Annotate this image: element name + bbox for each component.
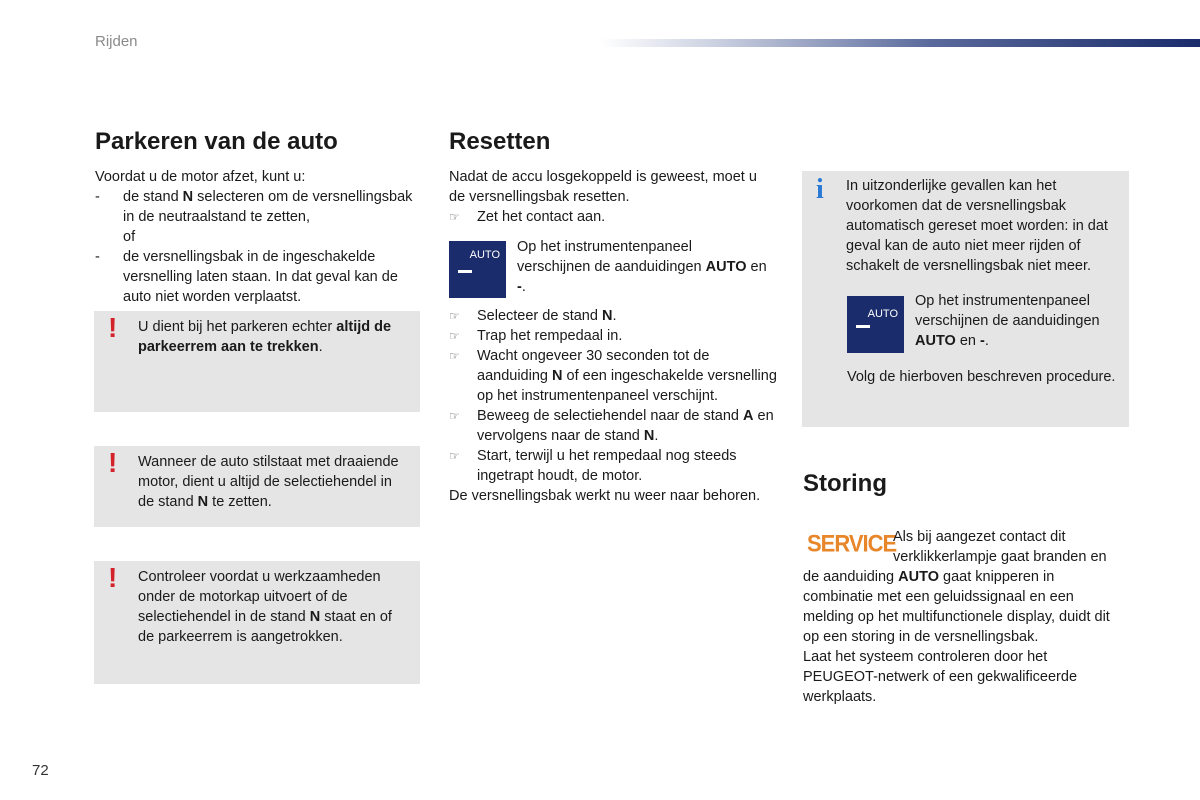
parkeren-body [95,167,423,307]
list-item: ☞ Trap het rempedaal in. [449,328,623,344]
reset-steps [449,306,779,506]
resetten-intro: Nadat de accu losgekoppeld is geweest, moet u de versnellingsbak resetten. [449,169,757,205]
hand-bullet-icon: ☞ [449,409,460,423]
list-item: - de versnellingsbak in de ingeschakelde versnelling laten staan. In dat geval kan de auto niet worden verplaatst. [95,249,398,305]
hand-bullet-icon: ☞ [449,210,460,224]
dash-symbol [458,270,472,273]
info-icon: i [816,174,824,205]
service-warning-icon: SERVICE [807,529,897,558]
warning-icon: ! [108,562,118,593]
list-item: - de stand N selecteren om de versnellingsbak in de neutraalstand te zetten, [95,189,413,225]
storing-advice: Laat het systeem controleren door het PEUGEOT-netwerk of een gekwalificeerde werkplaats. [803,649,1078,705]
auto-indicator-icon: AUTO [847,296,904,353]
heading-parkeren: Parkeren van de auto [95,128,338,155]
heading-storing: Storing [803,470,887,497]
header-gradient-bar [600,39,1200,47]
service-icon-spacer [803,527,893,567]
list-item: ☞ Beweeg de selectiehendel naar de stand A en vervolgens naar de stand N. [449,408,774,444]
list-item: ☞ Zet het contact aan. [449,209,606,225]
warning-icon: ! [108,447,118,478]
list-item: ☞ Selecteer de stand N. [449,308,617,324]
page-number: 72 [32,762,49,779]
list-item: ☞ Wacht ongeveer 30 seconden tot de aanduiding N of een ingeschakelde versnelling op het instrumentenpaneel verschijnt. [449,348,777,404]
hand-bullet-icon: ☞ [449,329,460,343]
info-box [802,171,1129,427]
section-label: Rijden [95,33,138,50]
auto-indicator-icon: AUTO [449,241,506,298]
lamp-caption: Op het instrumentenpaneel verschijnen de aanduidingen AUTO en -. [915,293,1100,349]
warning-box [94,446,420,527]
info-follow-text: Volg de hierboven beschreven procedure. [847,369,1116,385]
warning-text: U dient bij het parkeren echter altijd de parkeerrem aan te trekken. [138,319,392,355]
warning-box [94,311,420,412]
reset-outro: De versnellingsbak werkt nu weer naar behoren. [449,488,761,504]
dash-symbol [856,325,870,328]
heading-resetten: Resetten [449,128,551,155]
dash-bullet: - [95,249,100,265]
lamp-caption: Op het instrumentenpaneel verschijnen de aanduidingen AUTO en -. [517,239,767,295]
warning-icon: ! [108,312,118,343]
or-text: of [123,229,136,245]
resetten-intro-block [449,167,774,227]
list-item: ☞ Start, terwijl u het rempedaal nog steeds ingetrapt houdt, de motor. [449,448,737,484]
info-text: In uitzonderlijke gevallen kan het voorkomen dat de versnellingsbak automatisch gereset moet worden: in dat geval kan de auto niet meer rijden of schakelt de versnellingsbak niet meer. [846,178,1108,274]
hand-bullet-icon: ☞ [449,449,460,463]
hand-bullet-icon: ☞ [449,309,460,323]
warning-text: Wanneer de auto stilstaat met draaiende motor, dient u altijd de selectiehendel in de stand N te zetten. [138,454,399,510]
warning-box [94,561,420,684]
dash-bullet: - [95,189,100,205]
warning-text: Controleer voordat u werkzaamheden onder de motorkap uitvoert of de selectiehendel in de stand N staat en of de parkeerrem is aangetrokken. [138,569,392,645]
hand-bullet-icon: ☞ [449,349,460,363]
storing-body: Als bij aangezet contact dit verklikkerlampje gaat branden en de aanduiding AUTO gaat knipperen in combinatie met een geluidssignaal en een melding op het multifunctionele display, duidt dit op een storing in de versnellingsbak. Laat het systeem controleren door het PEUGEOT-netwerk of een gekwalificeerde werkplaats. [803,527,1123,707]
parkeren-intro: Voordat u de motor afzet, kunt u: [95,169,306,185]
